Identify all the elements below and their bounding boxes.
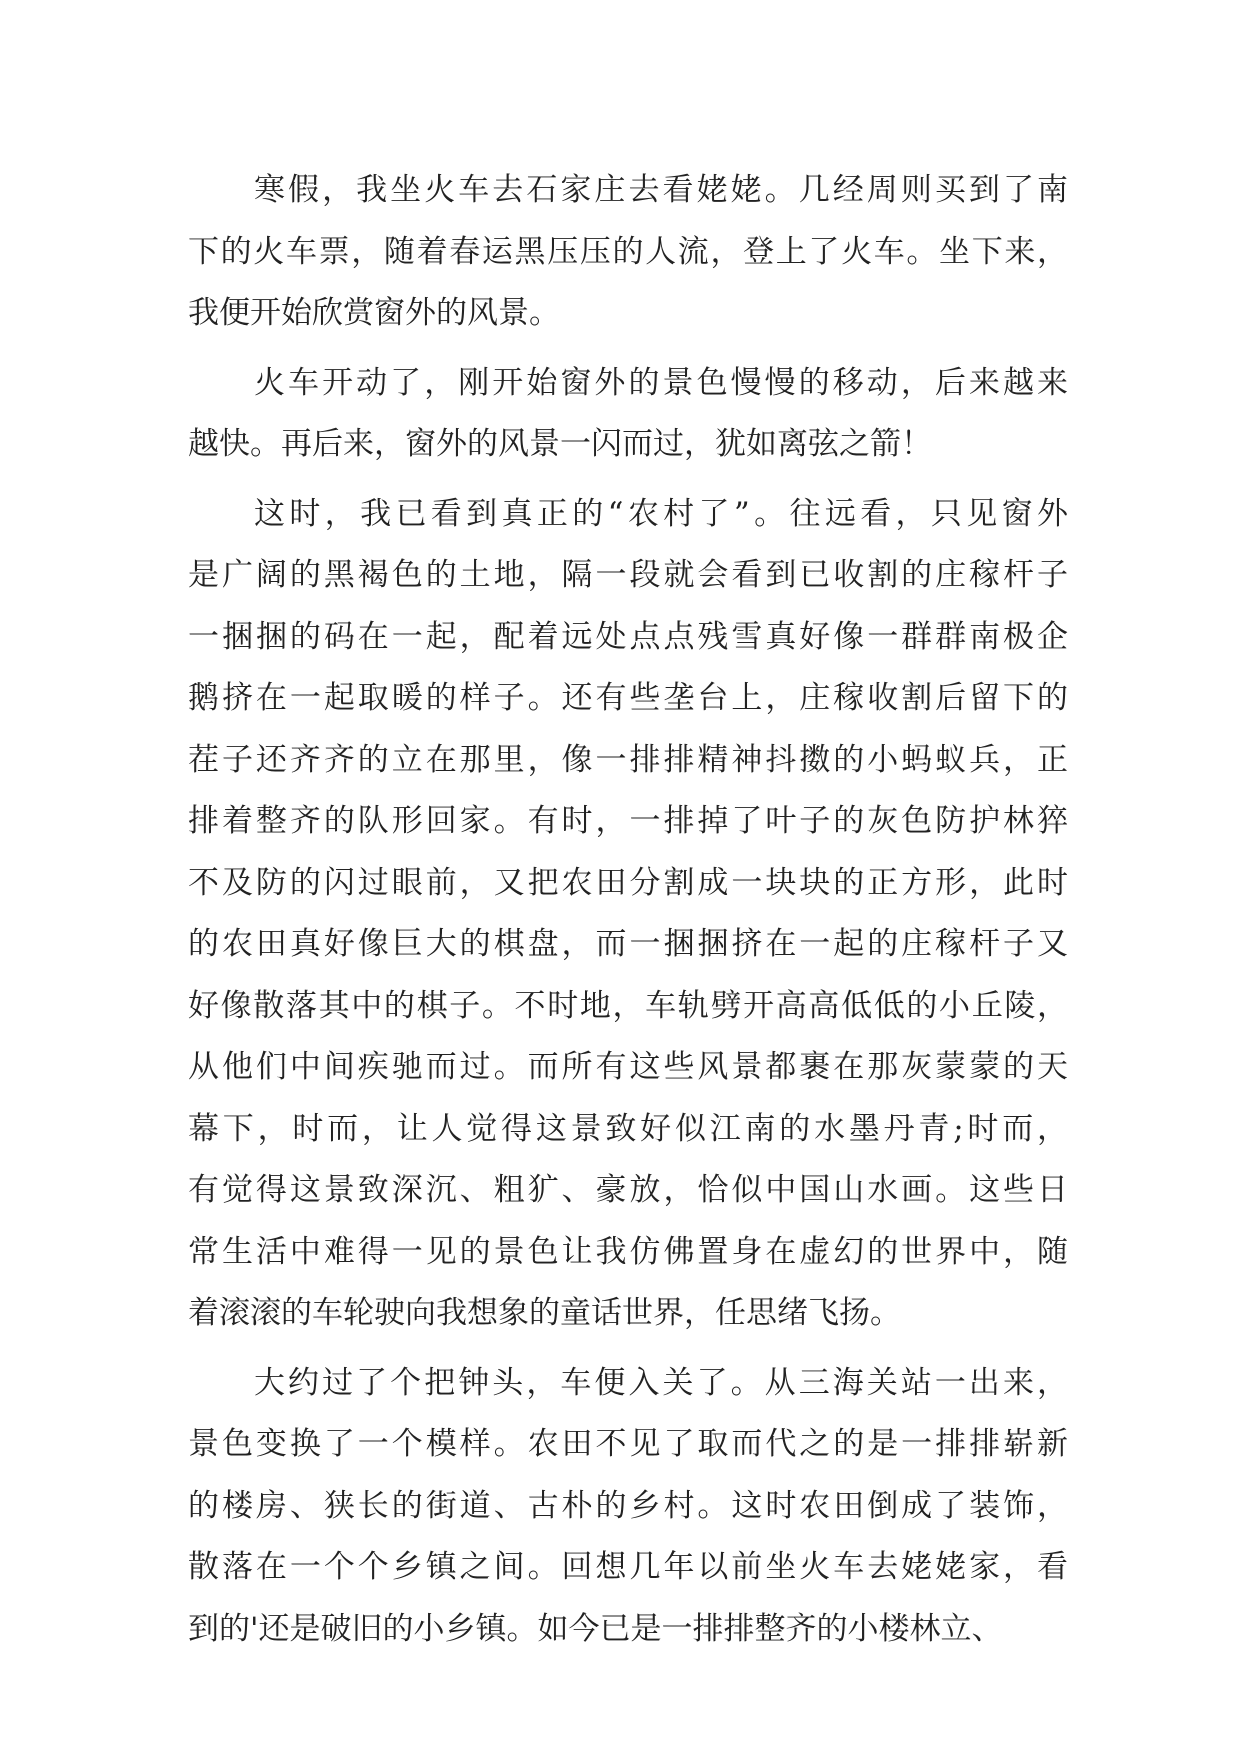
text-line: 好像散落其中的棋子。不时地，车轨劈开高高低低的小丘陵， bbox=[188, 987, 1068, 1024]
text-line: 我便开始欣赏窗外的风景。 bbox=[188, 295, 560, 331]
paragraph bbox=[188, 353, 1068, 476]
text-line: 的农田真好像巨大的棋盘，而一捆捆挤在一起的庄稼杆子又 bbox=[188, 926, 1068, 962]
text-line: 幕下，时而，让人觉得这景致好似江南的水墨丹青;时而， bbox=[188, 1110, 1068, 1147]
text-line: 不及防的闪过眼前，又把农田分割成一块块的正方形，此时 bbox=[188, 864, 1068, 901]
text-line: 常生活中难得一见的景色让我仿佛置身在虚幻的世界中，随 bbox=[188, 1233, 1068, 1270]
paragraph bbox=[188, 160, 1068, 345]
text-line: 这时，我已看到真正的“农村了”。往远看，只见窗外 bbox=[254, 495, 1068, 532]
text-line: 散落在一个个乡镇之间。回想几年以前坐火车去姥姥家，看 bbox=[188, 1549, 1068, 1585]
text-line: 是广阔的黑褐色的土地，隔一段就会看到已收割的庄稼杆子 bbox=[188, 557, 1068, 593]
text-line: 鹅挤在一起取暖的样子。还有些垄台上，庄稼收割后留下的 bbox=[188, 680, 1068, 716]
text-line: 着滚滚的车轮驶向我想象的童话世界，任思绪飞扬。 bbox=[188, 1295, 901, 1331]
text-line: 茬子还齐齐的立在那里，像一排排精神抖擞的小蚂蚁兵，正 bbox=[188, 741, 1068, 778]
text-line: 有觉得这景致深沉、粗犷、豪放，恰似中国山水画。这些日 bbox=[188, 1172, 1068, 1208]
text-line: 排着整齐的队形回家。有时，一排掉了叶子的灰色防护林猝 bbox=[188, 803, 1068, 839]
text-line: 寒假，我坐火车去石家庄去看姥姥。几经周则买到了南 bbox=[254, 172, 1068, 208]
paragraph bbox=[188, 1353, 1068, 1661]
text-line: 一捆捆的码在一起，配着远处点点残雪真好像一群群南极企 bbox=[188, 618, 1068, 655]
text-line: 景色变换了一个模样。农田不见了取而代之的是一排排崭新 bbox=[188, 1426, 1068, 1462]
paragraph-spacer bbox=[188, 345, 1068, 353]
text-line: 下的火车票，随着春运黑压压的人流，登上了火车。坐下来， bbox=[188, 233, 1068, 270]
text-line: 到的'还是破旧的小乡镇。如今已是一排排整齐的小楼林立、 bbox=[188, 1610, 1003, 1647]
text-line: 越快。再后来，窗外的风景一闪而过，犹如离弦之箭！ bbox=[188, 426, 932, 462]
body-text bbox=[188, 160, 1068, 1660]
paragraph-spacer bbox=[188, 476, 1068, 484]
text-line: 大约过了个把钟头，车便入关了。从三海关站一出来， bbox=[254, 1364, 1068, 1401]
paragraph bbox=[188, 484, 1068, 1345]
text-line: 的楼房、狭长的街道、古朴的乡村。这时农田倒成了装饰， bbox=[188, 1487, 1068, 1524]
paragraph-spacer bbox=[188, 1345, 1068, 1353]
text-line: 从他们中间疾驰而过。而所有这些风景都裹在那灰蒙蒙的天 bbox=[188, 1049, 1068, 1085]
text-line: 火车开动了，刚开始窗外的景色慢慢的移动，后来越来 bbox=[254, 364, 1068, 401]
